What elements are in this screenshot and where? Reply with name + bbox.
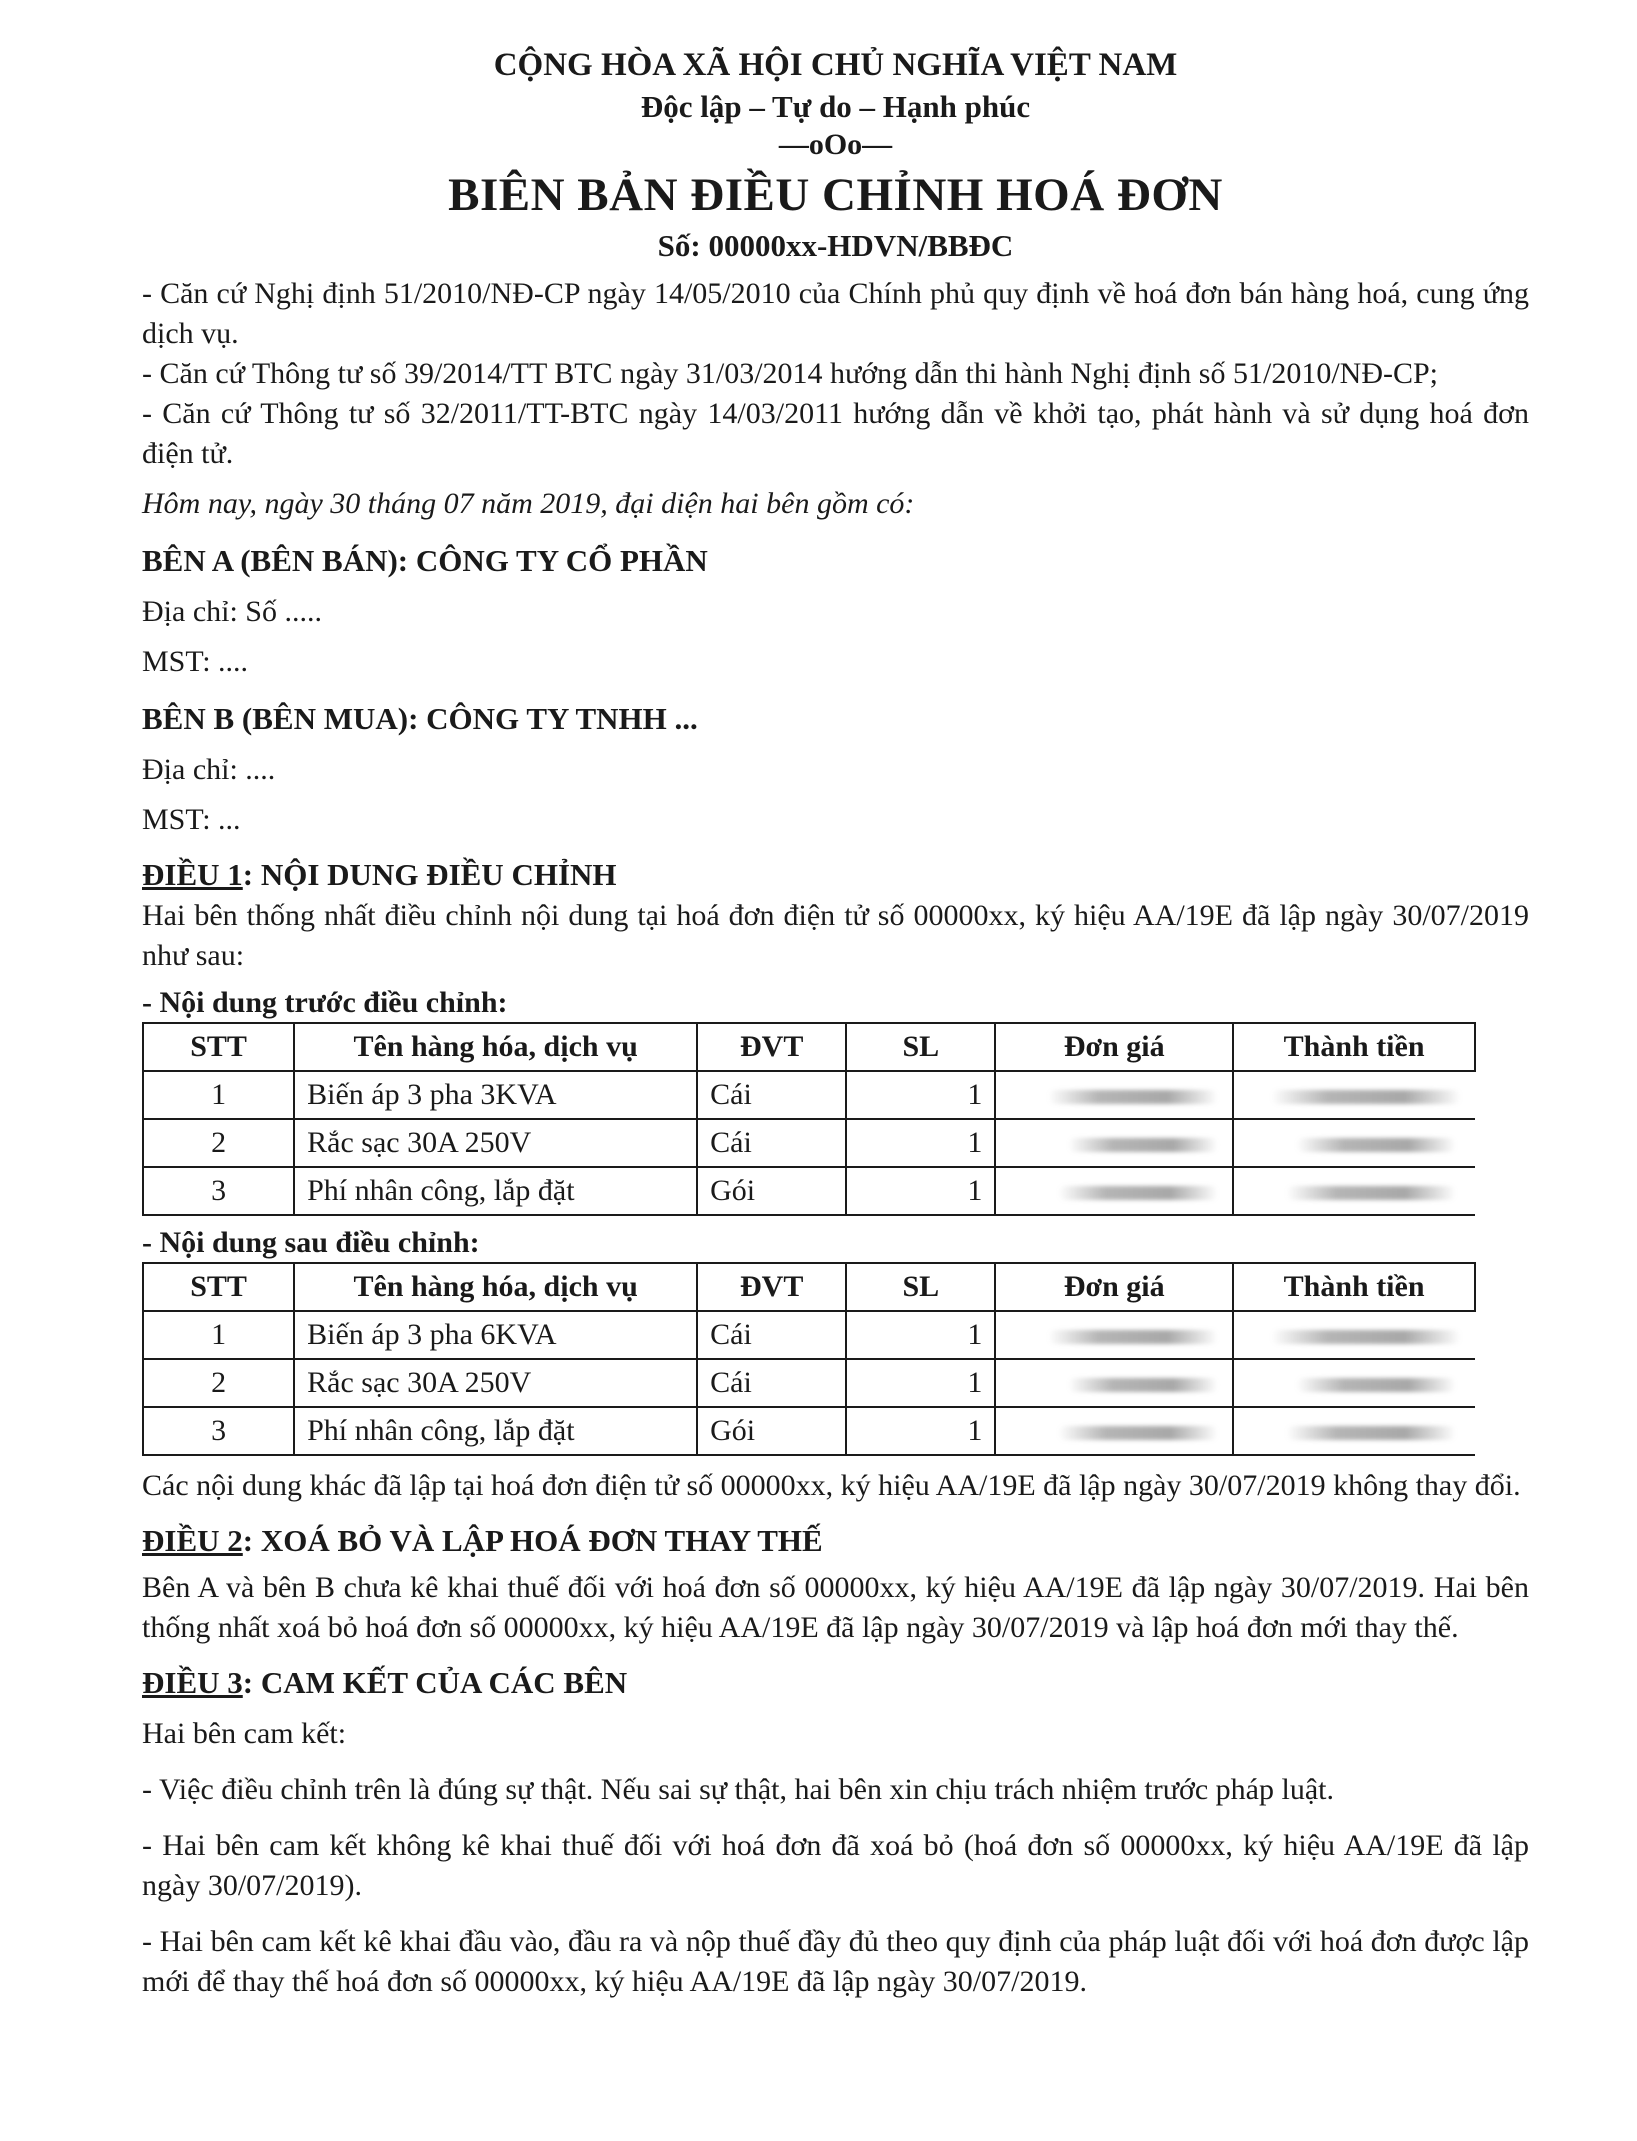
- legal-basis: [142, 274, 1529, 474]
- document-number: Số: 00000xx-HDVN/BBĐC: [657, 228, 1014, 263]
- national-motto: Độc lập – Tự do – Hạnh phúc: [640, 89, 1031, 124]
- table-row: [143, 1407, 1475, 1455]
- before-adjustment-table: [142, 1022, 1476, 1216]
- table-row: [143, 1311, 1475, 1359]
- article-2-title: : XOÁ BỎ VÀ LẬP HOÁ ĐƠN THAY THẾ: [242, 1523, 823, 1558]
- table-row: [143, 1119, 1475, 1167]
- document-title: BIÊN BẢN ĐIỀU CHỈNH HOÁ ĐƠN: [448, 169, 1223, 221]
- document-header: [142, 44, 1529, 266]
- cell-stt: 3: [143, 1167, 294, 1215]
- cell-amount-redacted: [1233, 1311, 1475, 1359]
- article-3-intro: Hai bên cam kết:: [142, 1717, 347, 1750]
- cell-qty: 1: [846, 1167, 995, 1215]
- cell-name: Biến áp 3 pha 3KVA: [294, 1071, 697, 1119]
- commitment-item: - Hai bên cam kết không kê khai thuế đối với hoá đơn đã xoá bỏ (hoá đơn số 00000xx, ký hiệu AA/19E đã lập ngày 30/07/2019).: [142, 1829, 1529, 1902]
- party-b-tax-code: MST: ...: [142, 803, 241, 836]
- cell-unit-price-redacted: [995, 1407, 1233, 1455]
- article-1-label: ĐIỀU 1: [142, 857, 243, 892]
- column-header: Đơn giá: [995, 1023, 1233, 1071]
- cell-name: Phí nhân công, lắp đặt: [294, 1407, 697, 1455]
- cell-qty: 1: [846, 1311, 995, 1359]
- cell-unit-price-redacted: [995, 1311, 1233, 1359]
- party-b-heading: BÊN B (BÊN MUA): CÔNG TY TNHH ...: [142, 701, 698, 736]
- article-1-body: Hai bên thống nhất điều chỉnh nội dung tại hoá đơn điện tử số 00000xx, ký hiệu AA/19E đã lập ngày 30/07/2019 như sau:: [142, 899, 1529, 972]
- header-decoration: —oOo—: [778, 128, 893, 161]
- legal-basis-item: - Căn cứ Thông tư số 32/2011/TT-BTC ngày 14/03/2011 hướng dẫn về khởi tạo, phát hành và sử dụng hoá đơn điện tử.: [142, 397, 1529, 470]
- column-header: ĐVT: [697, 1263, 846, 1311]
- intro-line: Hôm nay, ngày 30 tháng 07 năm 2019, đại diện hai bên gồm có:: [142, 487, 915, 520]
- cell-amount-redacted: [1233, 1407, 1475, 1455]
- column-header: Thành tiền: [1233, 1023, 1475, 1071]
- table-row: [143, 1071, 1475, 1119]
- table-header-row: [143, 1023, 1475, 1071]
- article-2-label: ĐIỀU 2: [142, 1523, 243, 1558]
- table-row: [143, 1167, 1475, 1215]
- cell-unit-price-redacted: [995, 1119, 1233, 1167]
- party-a-heading: BÊN A (BÊN BÁN): CÔNG TY CỔ PHẦN: [142, 543, 708, 578]
- cell-amount-redacted: [1233, 1119, 1475, 1167]
- cell-unit: Cái: [697, 1359, 846, 1407]
- cell-unit: Gói: [697, 1407, 846, 1455]
- column-header: SL: [846, 1023, 995, 1071]
- nation-name: CỘNG HÒA XÃ HỘI CHỦ NGHĨA VIỆT NAM: [493, 47, 1178, 83]
- cell-amount-redacted: [1233, 1359, 1475, 1407]
- column-header: SL: [846, 1263, 995, 1311]
- cell-qty: 1: [846, 1119, 995, 1167]
- cell-unit: Gói: [697, 1167, 846, 1215]
- cell-stt: 1: [143, 1311, 294, 1359]
- column-header: Thành tiền: [1233, 1263, 1475, 1311]
- column-header: STT: [143, 1023, 294, 1071]
- cell-amount-redacted: [1233, 1167, 1475, 1215]
- column-header: STT: [143, 1263, 294, 1311]
- after-adjustment-heading: - Nội dung sau điều chỉnh:: [142, 1226, 480, 1259]
- cell-qty: 1: [846, 1071, 995, 1119]
- cell-unit: Cái: [697, 1071, 846, 1119]
- table-row: [143, 1359, 1475, 1407]
- article-2-heading: [142, 1520, 1529, 1562]
- before-adjustment-heading: - Nội dung trước điều chỉnh:: [142, 986, 508, 1019]
- article-1-closing: Các nội dung khác đã lập tại hoá đơn điện tử số 00000xx, ký hiệu AA/19E đã lập ngày 30/07/2019 không thay đổi.: [142, 1469, 1521, 1502]
- cell-name: Rắc sạc 30A 250V: [294, 1119, 697, 1167]
- cell-unit: Cái: [697, 1119, 846, 1167]
- cell-unit: Cái: [697, 1311, 846, 1359]
- cell-amount-redacted: [1233, 1071, 1475, 1119]
- cell-unit-price-redacted: [995, 1359, 1233, 1407]
- cell-stt: 2: [143, 1119, 294, 1167]
- cell-unit-price-redacted: [995, 1071, 1233, 1119]
- cell-qty: 1: [846, 1359, 995, 1407]
- cell-name: Biến áp 3 pha 6KVA: [294, 1311, 697, 1359]
- column-header: Tên hàng hóa, dịch vụ: [294, 1023, 697, 1071]
- cell-unit-price-redacted: [995, 1167, 1233, 1215]
- cell-name: Rắc sạc 30A 250V: [294, 1359, 697, 1407]
- article-2-body: Bên A và bên B chưa kê khai thuế đối với hoá đơn số 00000xx, ký hiệu AA/19E đã lập ngày 30/07/2019. Hai bên thống nhất xoá bỏ hoá đơn số 00000xx, ký hiệu AA/19E đã lập ngày 30/07/2019 và lập hoá đơn mới thay thế.: [142, 1571, 1529, 1644]
- column-header: ĐVT: [697, 1023, 846, 1071]
- article-1-title: : NỘI DUNG ĐIỀU CHỈNH: [242, 857, 617, 892]
- cell-qty: 1: [846, 1407, 995, 1455]
- legal-basis-item: - Căn cứ Thông tư số 39/2014/TT BTC ngày 31/03/2014 hướng dẫn thi hành Nghị định số 51/2010/NĐ-CP;: [142, 357, 1439, 390]
- table-header-row: [143, 1263, 1475, 1311]
- party-a-tax-code: MST: ....: [142, 645, 249, 678]
- commitment-item: - Việc điều chỉnh trên là đúng sự thật. Nếu sai sự thật, hai bên xin chịu trách nhiệm trước pháp luật.: [142, 1773, 1334, 1806]
- cell-stt: 2: [143, 1359, 294, 1407]
- commitment-item: - Hai bên cam kết kê khai đầu vào, đầu ra và nộp thuế đầy đủ theo quy định của pháp luật đối với hoá đơn được lập mới để thay thế hoá đơn số 00000xx, ký hiệu AA/19E đã lập ngày 30/07/2019.: [142, 1925, 1529, 1998]
- article-3-label: ĐIỀU 3: [142, 1665, 243, 1700]
- party-a-address: Địa chỉ: Số .....: [142, 595, 322, 628]
- article-3-heading: [142, 1662, 1529, 1704]
- cell-stt: 1: [143, 1071, 294, 1119]
- column-header: Tên hàng hóa, dịch vụ: [294, 1263, 697, 1311]
- after-adjustment-table: [142, 1262, 1476, 1456]
- cell-stt: 3: [143, 1407, 294, 1455]
- article-1-heading: [142, 854, 1529, 896]
- party-b-address: Địa chỉ: ....: [142, 753, 276, 786]
- column-header: Đơn giá: [995, 1263, 1233, 1311]
- article-3-title: : CAM KẾT CỦA CÁC BÊN: [242, 1665, 628, 1700]
- legal-basis-item: - Căn cứ Nghị định 51/2010/NĐ-CP ngày 14/05/2010 của Chính phủ quy định về hoá đơn bán hàng hoá, cung ứng dịch vụ.: [142, 277, 1529, 350]
- cell-name: Phí nhân công, lắp đặt: [294, 1167, 697, 1215]
